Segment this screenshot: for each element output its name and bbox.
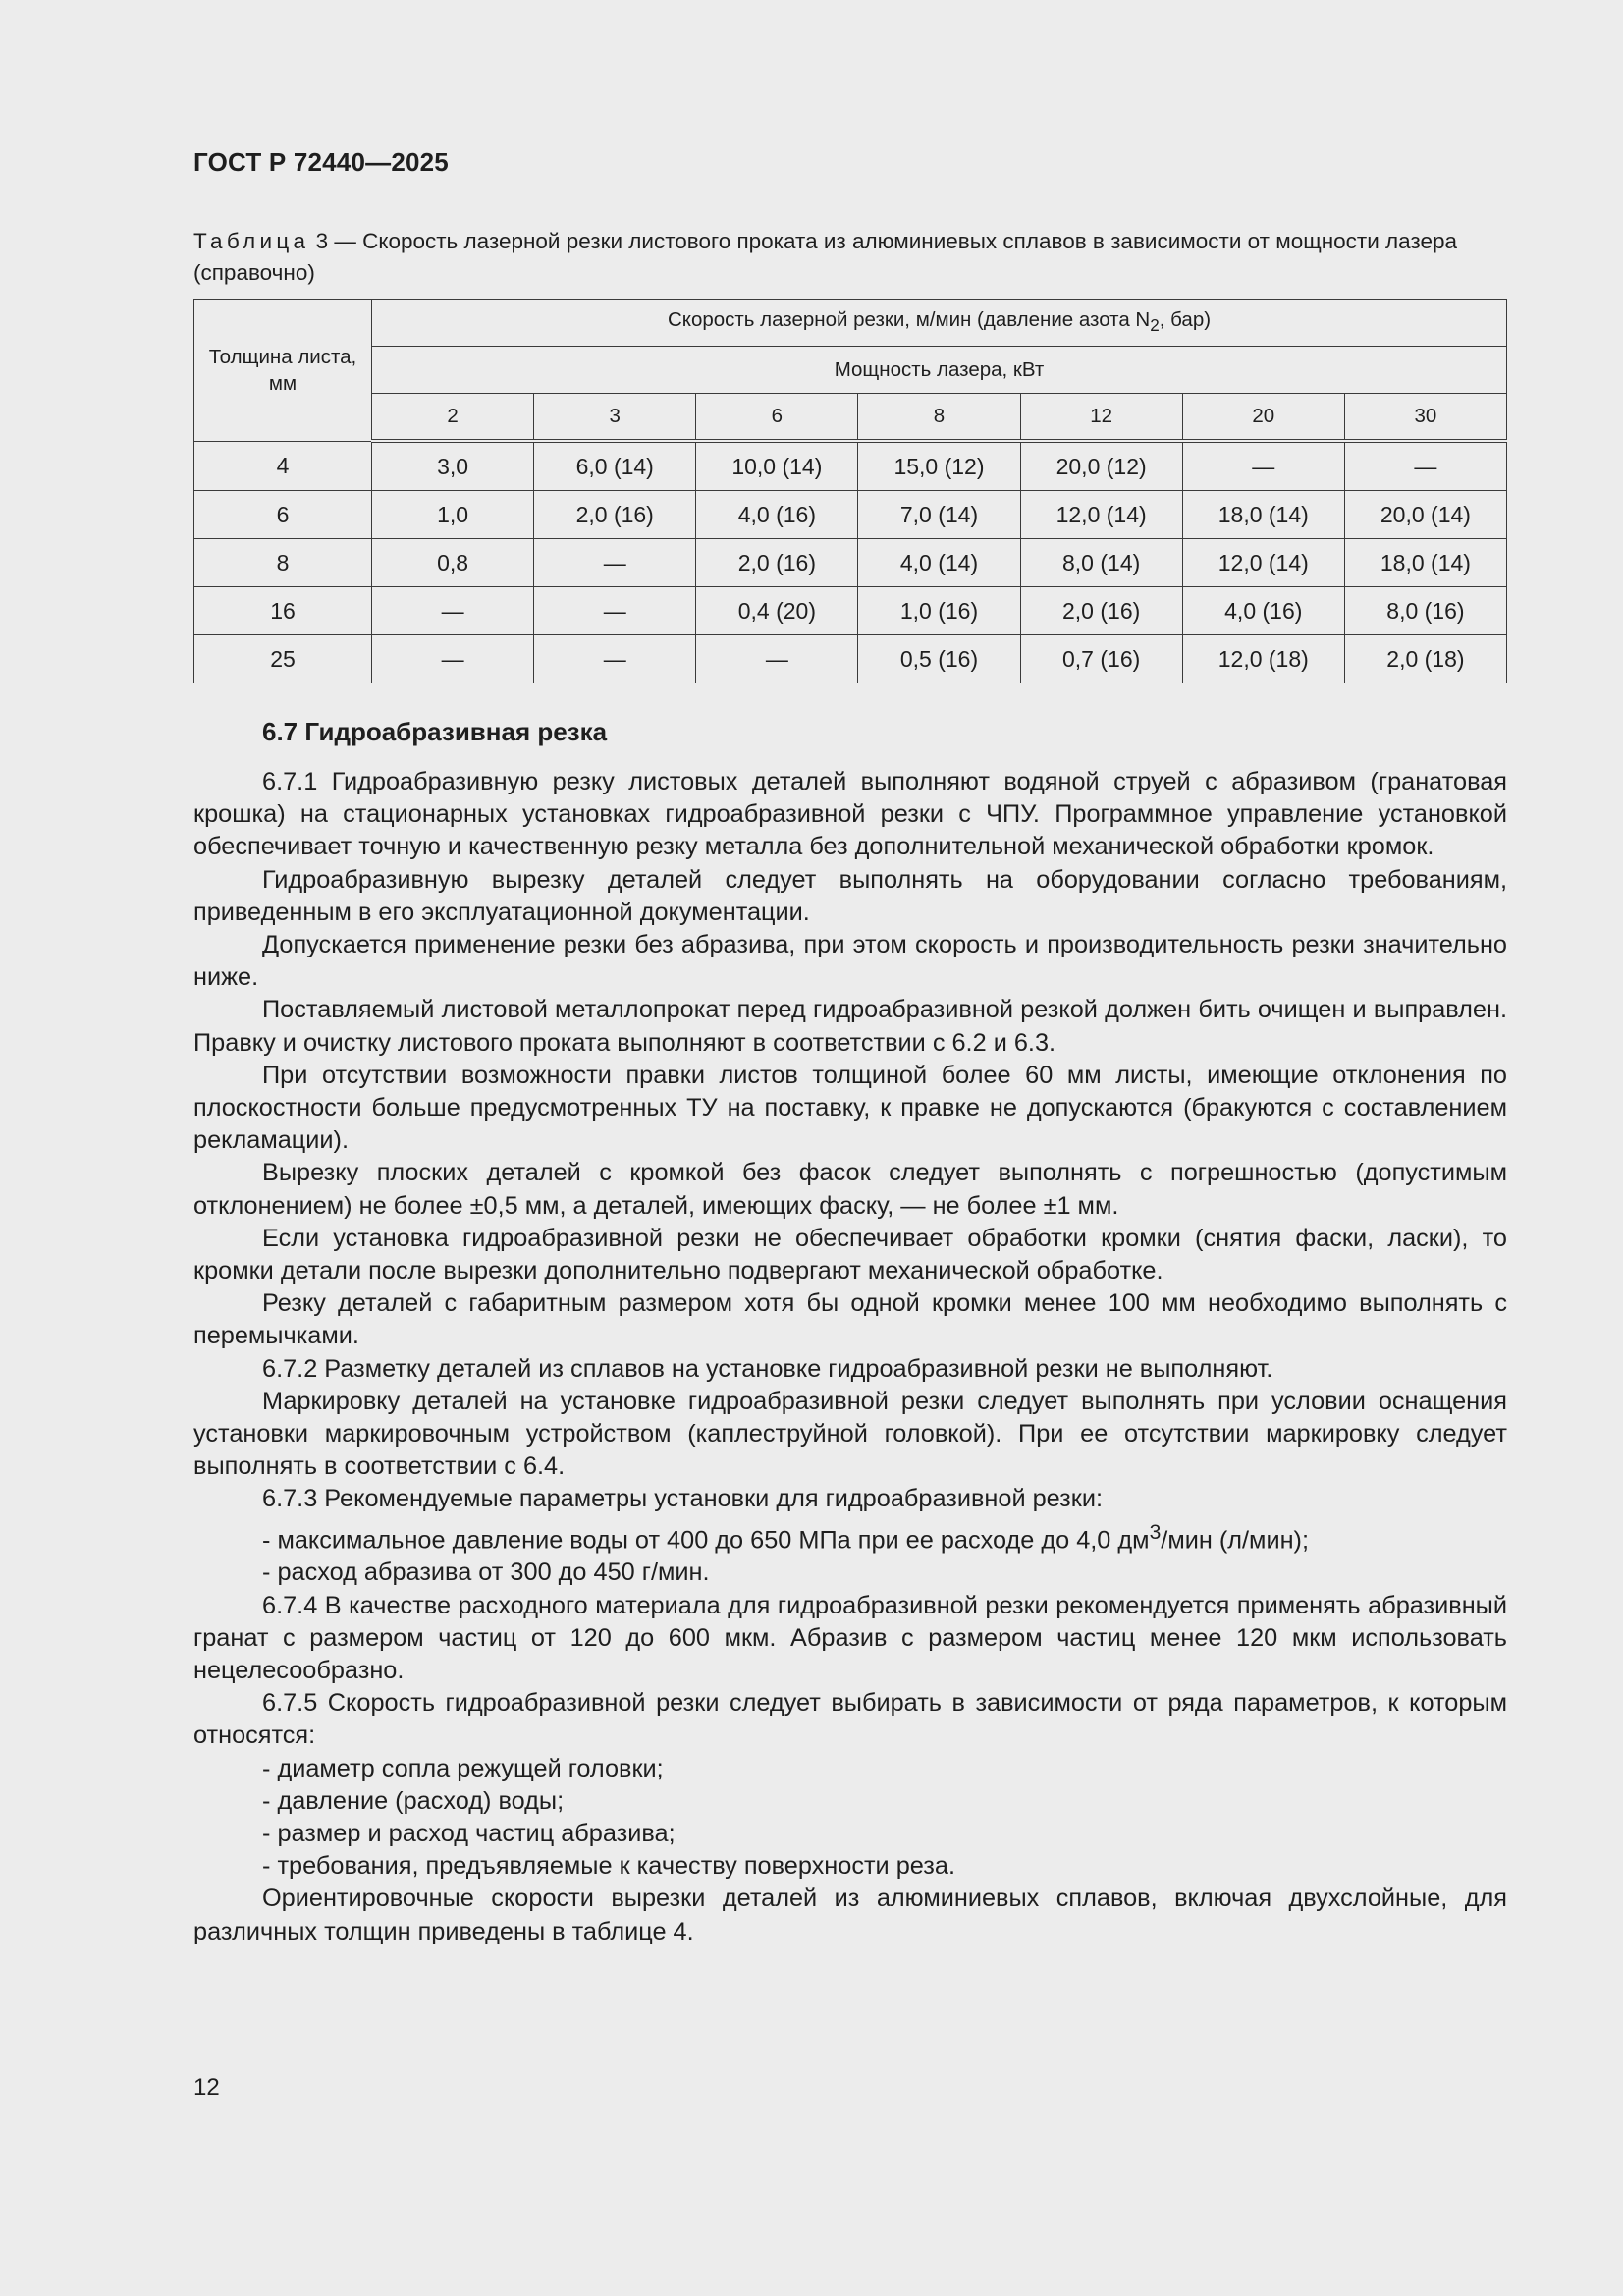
paragraph: Гидроабразивную вырезку деталей следует выполнять на оборудовании согласно требованиям, приведенным в его эксплуатационной документации.: [193, 865, 1507, 926]
caption-text: 3 — Скорость лазерной резки листового проката из алюминиевых сплавов в зависимости от мощности лазера (справочно): [193, 229, 1458, 285]
table-row: [194, 635, 1507, 683]
speed-cell: 7,0 (14): [858, 491, 1020, 539]
speed-cell: 4,0 (16): [1182, 587, 1344, 635]
list-item-pressure: - максимальное давление воды от 400 до 650 МПа при ее расходе до 4,0 $дм^3$/мин (л/мин);: [262, 1520, 1310, 1555]
speed-cell: —: [534, 587, 696, 635]
list-item: - диаметр сопла режущей головки;: [262, 1754, 664, 1782]
power-header: Мощность лазера, кВт: [372, 347, 1507, 394]
power-col-header: 3: [534, 394, 696, 442]
list-item: - требования, предъявляемые к качеству поверхности реза.: [262, 1852, 955, 1881]
caption-label: Таблица: [193, 229, 310, 253]
speed-header: Скорость лазерной резки, м/мин (давление азота $N_2$, бар): [372, 300, 1507, 347]
power-col-header: 12: [1020, 394, 1182, 442]
paragraph: Маркировку деталей на установке гидроабразивной резки следует выполнять при условии оснащения установки маркировочным устройством (каплеструйной головкой). При ее отсутствии маркировку следует выполнять в соответствии с 6.4.: [193, 1387, 1507, 1481]
section-title: 6.7 Гидроабразивная резка: [262, 717, 608, 746]
speed-cell: —: [696, 635, 858, 683]
power-col-header: 6: [696, 394, 858, 442]
speed-cell: 10,0 (14): [696, 441, 858, 491]
speed-cell: 2,0 (16): [696, 539, 858, 587]
power-col-header: 20: [1182, 394, 1344, 442]
paragraph: При отсутствии возможности правки листов толщиной более 60 мм листы, имеющие отклонения по плоскостности больше предусмотренных ТУ на поставку, к правке не допускаются (бракуются с составлением рекламации).: [193, 1061, 1507, 1155]
paragraph: Резку деталей с габаритным размером хотя бы одной кромки менее 100 мм необходимо выполнять с перемычками.: [193, 1289, 1507, 1350]
thickness-cell: 4: [194, 441, 372, 491]
speed-cell: —: [534, 635, 696, 683]
thickness-cell: 8: [194, 539, 372, 587]
power-col-header: 2: [372, 394, 534, 442]
paragraph: Допускается применение резки без абразива, при этом скорость и производительность резки значительно ниже.: [193, 931, 1507, 992]
speed-cell: —: [1182, 441, 1344, 491]
power-col-header: 8: [858, 394, 1020, 442]
speed-cell: 1,0 (16): [858, 587, 1020, 635]
speed-cell: 12,0 (18): [1182, 635, 1344, 683]
paragraph: 6.7.2 Разметку деталей из сплавов на установке гидроабразивной резки не выполняют.: [262, 1354, 1273, 1383]
paragraph: 6.7.5 Скорость гидроабразивной резки следует выбирать в зависимости от ряда параметров, к которым относятся:: [193, 1689, 1507, 1750]
speed-cell: 18,0 (14): [1344, 539, 1506, 587]
speed-cell: 18,0 (14): [1182, 491, 1344, 539]
speed-cell: 12,0 (14): [1020, 491, 1182, 539]
speed-cell: 3,0: [372, 441, 534, 491]
speed-cell: 20,0 (12): [1020, 441, 1182, 491]
paragraph: Поставляемый листовой металлопрокат перед гидроабразивной резкой должен бить очищен и выправлен. Правку и очистку листового проката выполняют в соответствии с 6.2 и 6.3.: [193, 996, 1507, 1057]
speed-cell: 20,0 (14): [1344, 491, 1506, 539]
paragraph: Вырезку плоских деталей с кромкой без фасок следует выполнять с погрешностью (допустимым отклонением) не более ±0,5 мм, а деталей, имеющих фаску, — не более ±1 мм.: [193, 1159, 1507, 1220]
laser-speed-table: [193, 299, 1507, 683]
speed-cell: —: [372, 587, 534, 635]
thickness-cell: 25: [194, 635, 372, 683]
speed-cell: 2,0 (18): [1344, 635, 1506, 683]
document-header: ГОСТ Р 72440—2025: [193, 147, 449, 177]
list-item: - давление (расход) воды;: [262, 1786, 565, 1815]
table-row: [194, 491, 1507, 539]
body-text: [193, 766, 1507, 1948]
closing-paragraph: Ориентировочные скорости вырезки деталей из алюминиевых сплавов, включая двухслойные, для различных толщин приведены в таблице 4.: [193, 1885, 1507, 1945]
page-number: 12: [193, 2074, 220, 2101]
speed-cell: 0,8: [372, 539, 534, 587]
thickness-column-header: Толщина листа, мм: [194, 300, 372, 442]
speed-cell: 12,0 (14): [1182, 539, 1344, 587]
paragraph: 6.7.3 Рекомендуемые параметры установки для гидроабразивной резки:: [262, 1485, 1104, 1513]
thickness-cell: 6: [194, 491, 372, 539]
table-row: [194, 587, 1507, 635]
speed-cell: 0,7 (16): [1020, 635, 1182, 683]
speed-cell: 15,0 (12): [858, 441, 1020, 491]
speed-cell: 0,5 (16): [858, 635, 1020, 683]
paragraph: 6.7.4 В качестве расходного материала для гидроабразивной резки рекомендуется применять абразивный гранат с размером частиц от 120 до 600 мкм. Абразив с размером частиц менее 120 мкм использовать нецелесообразно.: [193, 1591, 1507, 1684]
speed-cell: 6,0 (14): [534, 441, 696, 491]
speed-cell: 2,0 (16): [1020, 587, 1182, 635]
table-row: [194, 441, 1507, 491]
list-item: - размер и расход частиц абразива;: [262, 1819, 676, 1847]
power-col-header: 30: [1344, 394, 1506, 442]
thickness-cell: 16: [194, 587, 372, 635]
speed-cell: 4,0 (16): [696, 491, 858, 539]
list-item-abrasive: - расход абразива от 300 до 450 г/мин.: [262, 1558, 710, 1587]
speed-cell: —: [534, 539, 696, 587]
speed-cell: 8,0 (16): [1344, 587, 1506, 635]
table-row: [194, 539, 1507, 587]
speed-cell: —: [372, 635, 534, 683]
speed-cell: 2,0 (16): [534, 491, 696, 539]
speed-cell: —: [1344, 441, 1506, 491]
paragraph: 6.7.1 Гидроабразивную резку листовых деталей выполняют водяной струей с абразивом (гранатовая крошка) на стационарных установках гидроабразивной резки с ЧПУ. Программное управление установкой обеспечивает точную и качественную резку металла без дополнительной механической обработки кромок.: [193, 768, 1507, 861]
speed-cell: 8,0 (14): [1020, 539, 1182, 587]
table-caption: [193, 226, 1507, 289]
speed-cell: 1,0: [372, 491, 534, 539]
speed-cell: 0,4 (20): [696, 587, 858, 635]
paragraph: Если установка гидроабразивной резки не обеспечивает обработки кромки (снятия фаски, ласки), то кромки детали после вырезки дополнительно подвергают механической обработке.: [193, 1224, 1507, 1285]
speed-cell: 4,0 (14): [858, 539, 1020, 587]
